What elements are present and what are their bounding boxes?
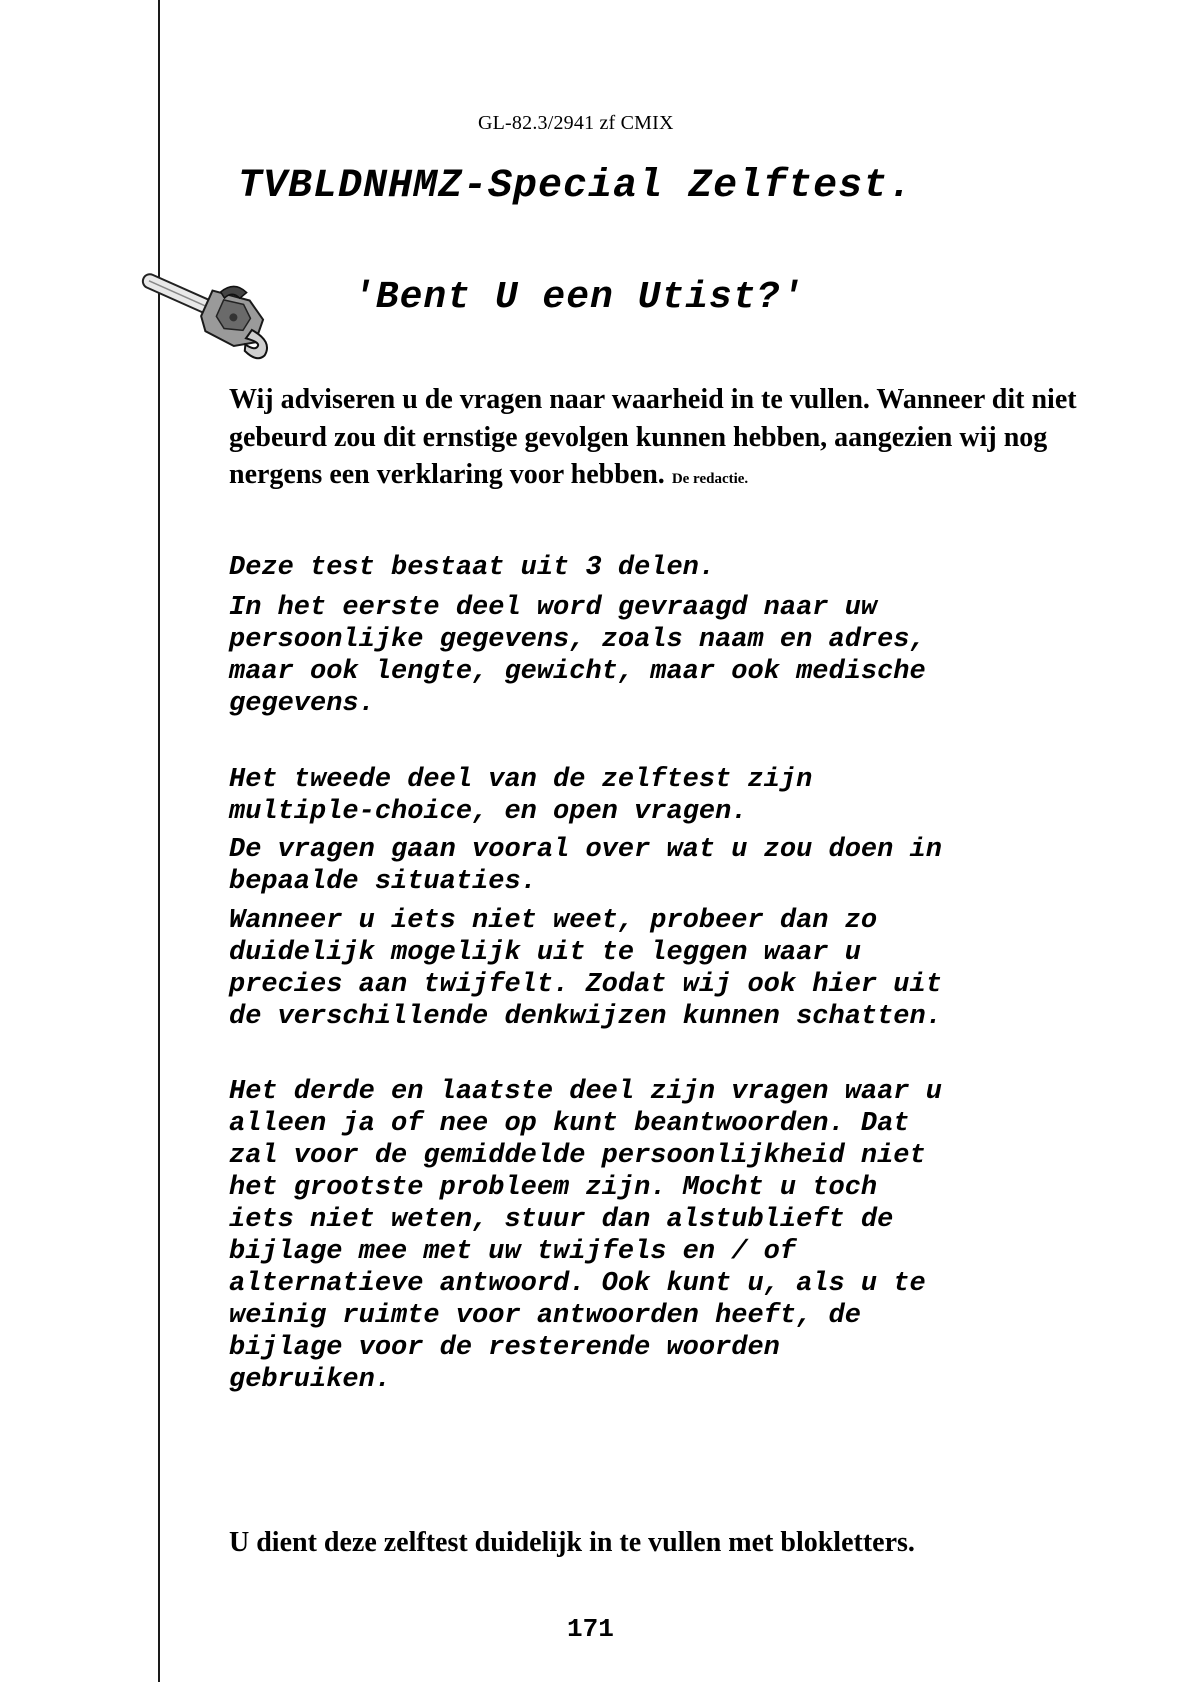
page-number: 171 [567,1614,614,1644]
margin-rule [158,0,160,1682]
paragraph-uncertainty: Wanneer u iets niet weet, probeer dan zo duidelijk mogelijk uit te leggen waar u precies aan twijfelt. Zodat wij ook hier uit de verschillende denkwijzen kunnen schatten. [229,906,942,1032]
paragraph-part-three: Het derde en laatste deel zijn vragen waar u alleen ja of nee op kunt beantwoorden. Dat zal voor de gemiddelde persoonlijkheid niet het grootste probleem zijn. Mocht u toch iets niet weten, stuur dan alstublieft de bijlage mee met uw twijfels en / of alternatieve antwoord. Ook kunt u, als u te weinig ruimte voor antwoorden heeft, de bijlage voor de resterende woorden gebruiken. [229,1077,942,1395]
intro-paragraph [229,381,1109,499]
page-title: TVBLDNHMZ-Special Zelftest. [238,164,914,209]
paragraph-test-parts: Deze test bestaat uit 3 delen. [229,553,716,583]
editorial-signature: De redactie. [671,471,749,487]
intro-text: Wij adviseren u de vragen naar waarheid in te vullen. Wanneer dit niet gebeurd zou dit ernstige gevolgen kunnen hebben, aangezien wij nog nergens een verklaring voor hebben. [229,384,1077,490]
paragraph-part-two: Het tweede deel van de zelftest zijn multiple-choice, en open vragen. [229,765,813,827]
paragraph-part-one: In het eerste deel word gevraagd naar uw persoonlijke gegevens, zoals naam en adres, maar ook lengte, gewicht, maar ook medische gegevens. [229,593,926,719]
paragraph-situations: De vragen gaan vooral over wat u zou doen in bepaalde situaties. [229,835,942,897]
page-subtitle: 'Bent U een Utist?' [352,276,805,319]
closing-instruction: U dient deze zelftest duidelijk in te vullen met blokletters. [229,1527,915,1558]
chainsaw-icon [132,270,280,360]
reference-code: GL-82.3/2941 zf CMIX [478,112,674,134]
